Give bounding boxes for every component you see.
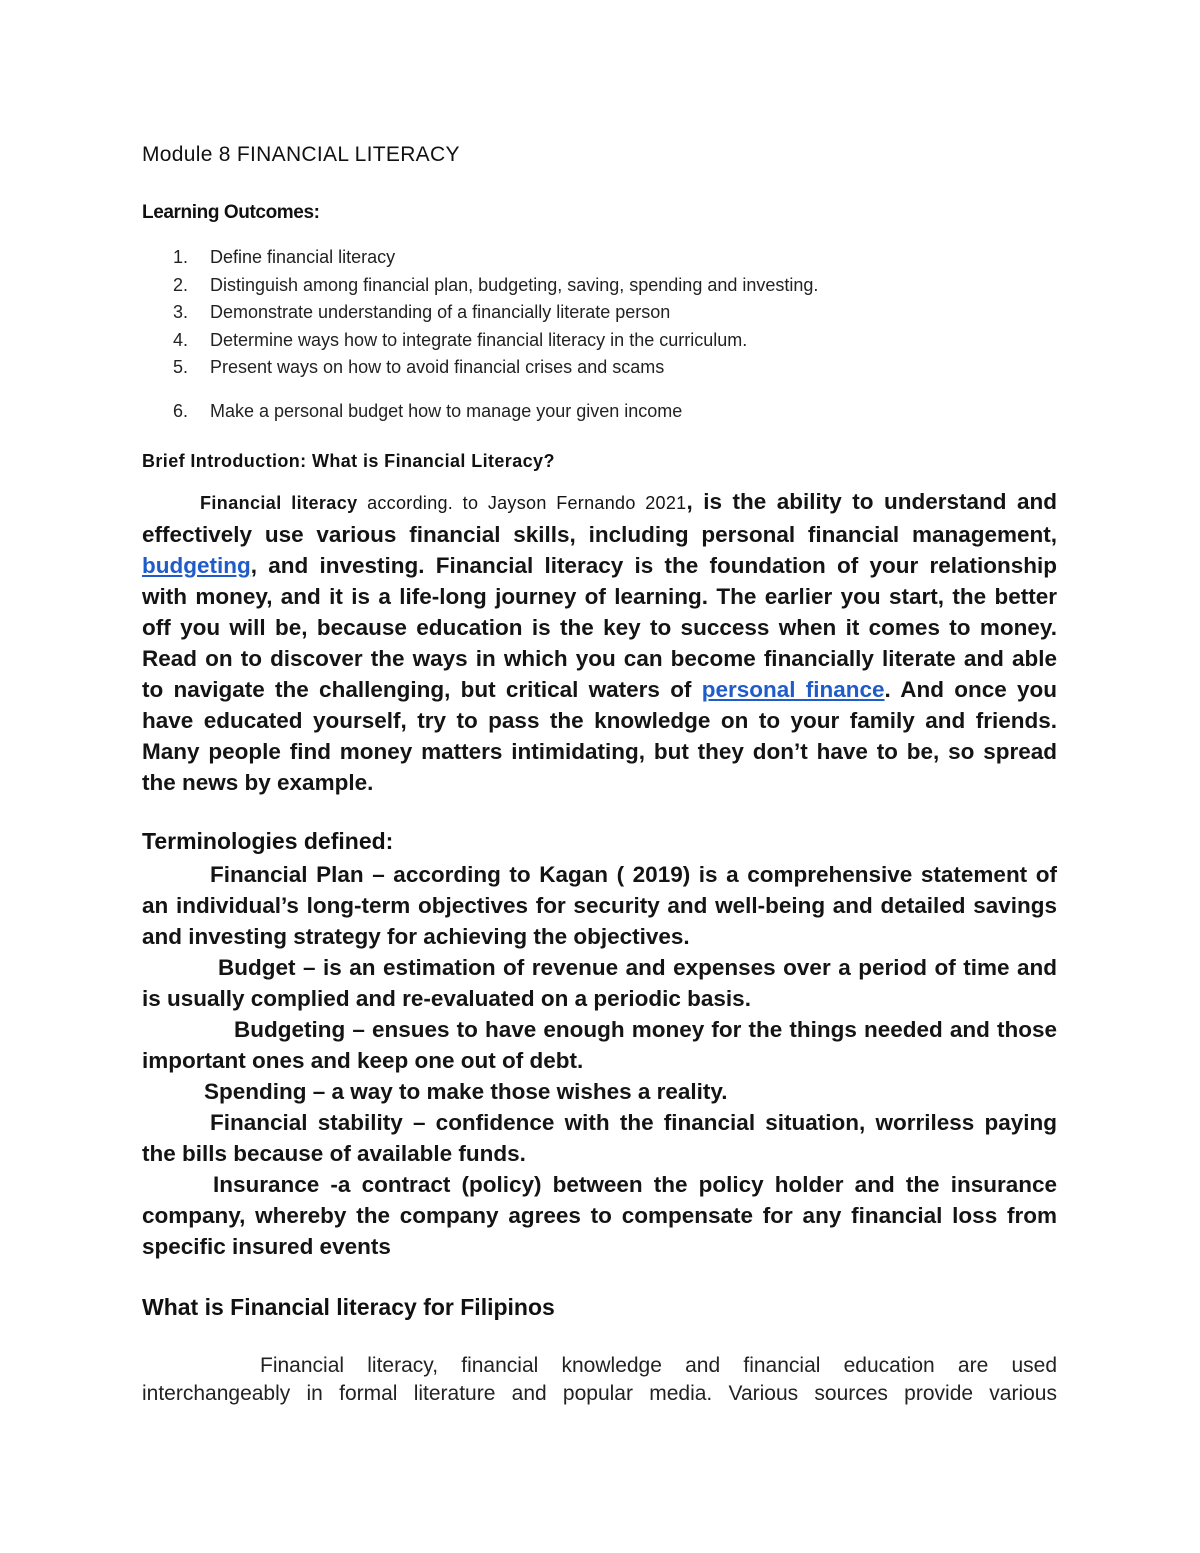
- personal-finance-link[interactable]: personal finance: [701, 677, 885, 702]
- term-budgeting: Budgeting – ensues to have enough money for the things needed and those important ones and keep one out of debt.: [142, 1017, 1057, 1073]
- list-item: [142, 299, 818, 327]
- intro-paragraph: [142, 486, 1057, 798]
- document-page: [142, 0, 1057, 1553]
- list-item: [142, 327, 818, 355]
- list-item-number: 5.: [173, 357, 189, 377]
- term-spending: Spending – a way to make those wishes a reality.: [204, 1079, 728, 1104]
- intro-citation: according. to Jayson Fernando 2021: [357, 493, 687, 513]
- filipinos-heading: What is Financial literacy for Filipinos: [142, 1294, 555, 1320]
- list-item-number: 4.: [173, 329, 189, 350]
- list-item-number: 6.: [173, 400, 189, 421]
- intro-text-c: . And once you have educated yourself, try to pass the knowledge on to your family and friends. Many people find money matters intimidating, but they don’t have to be, so spread the news by example.: [142, 677, 1057, 795]
- term-financial-stability: Financial stability – confidence with the financial situation, worriless paying the bills because of available funds.: [142, 1110, 1057, 1166]
- learning-outcomes-list: [142, 244, 818, 425]
- list-item: [142, 272, 818, 300]
- intro-text-b: , and investing. Financial literacy is the foundation of your relationship with money, and it is a life-long journey of learning. The earlier you start, the better off you will be, because education is the key to success when it comes to money. Read on to discover the ways in which you can become financially literate and able to navigate the challenging, but critical waters of: [142, 553, 1057, 702]
- list-item-number: 2.: [173, 274, 189, 295]
- brief-introduction-heading: Brief Introduction: What is Financial Literacy?: [142, 451, 555, 471]
- list-item: [142, 398, 818, 426]
- list-item-number: 3.: [173, 302, 189, 322]
- intro-lead-term: Financial literacy: [200, 493, 358, 513]
- budgeting-link[interactable]: budgeting: [142, 553, 251, 578]
- term-budget: Budget – is an estimation of revenue and expenses over a period of time and is usually complied and re-evaluated on a periodic basis.: [142, 955, 1057, 1011]
- list-item: [142, 354, 818, 382]
- list-item-text: Distinguish among financial plan, budgeting, saving, spending and investing.: [210, 274, 819, 295]
- list-item: [142, 244, 818, 272]
- module-title: Module 8 FINANCIAL LITERACY: [142, 143, 460, 166]
- list-item-text: Define financial literacy: [210, 247, 396, 267]
- list-item-text: Determine ways how to integrate financial literacy in the curriculum.: [210, 329, 748, 350]
- learning-outcomes-heading: Learning Outcomes:: [142, 202, 320, 223]
- list-item-number: 1.: [173, 247, 189, 267]
- list-item-text: Make a personal budget how to manage your given income: [210, 400, 683, 421]
- term-financial-plan: Financial Plan – according to Kagan ( 2019) is a comprehensive statement of an individual’s long-term objectives for security and well-being and detailed savings and investing strategy for achieving the objectives.: [142, 862, 1057, 949]
- list-item-text: Present ways on how to avoid financial crises and scams: [210, 357, 665, 377]
- list-item-text: Demonstrate understanding of a financially literate person: [210, 302, 671, 322]
- intro-text-a: , is the ability to understand and effectively use various financial skills, including personal financial management,: [142, 489, 1057, 547]
- term-insurance: Insurance -a contract (policy) between the policy holder and the insurance company, whereby the company agrees to compensate for any financial loss from specific insured events: [142, 1172, 1057, 1259]
- terminologies-heading: Terminologies defined:: [142, 828, 394, 854]
- filipinos-paragraph: Financial literacy, financial knowledge and financial education are used interchangeably in formal literature and popular media. Various sources provide various: [142, 1354, 1057, 1405]
